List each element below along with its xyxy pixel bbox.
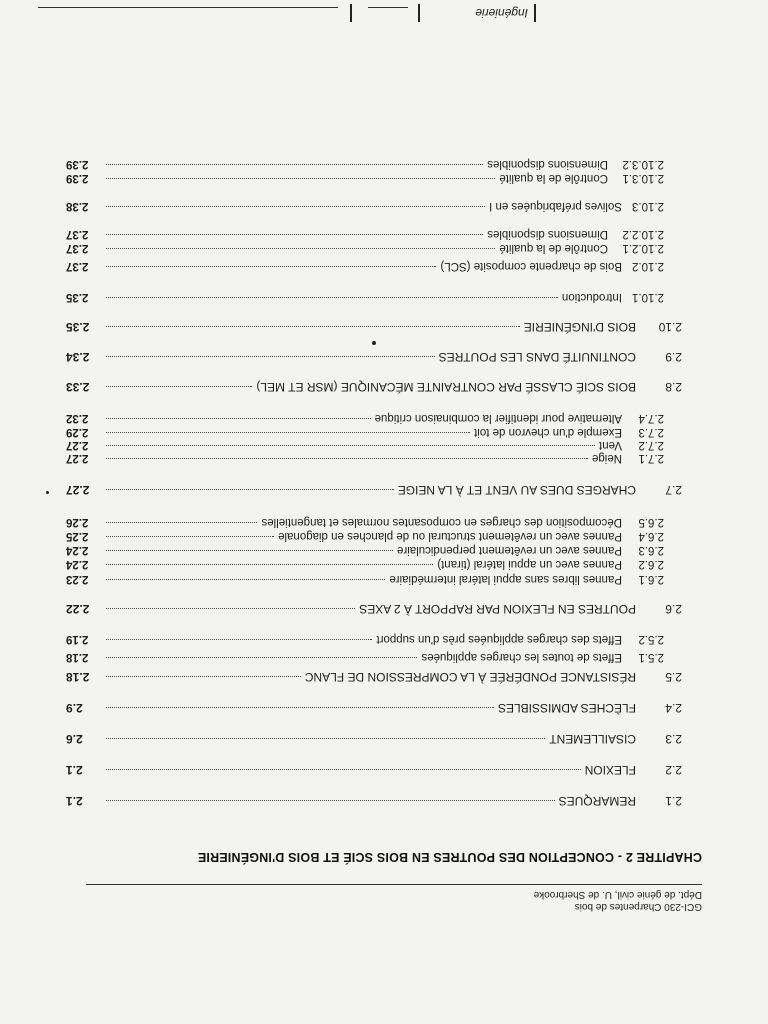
toc-page: 2.37 (66, 242, 89, 254)
toc-number: 2.7.1 (638, 452, 664, 464)
toc-page: 2.35 (66, 291, 89, 303)
toc-entry (66, 350, 682, 364)
toc-number: 2.6.2 (638, 558, 664, 570)
toc-number: 2.10.1 (632, 291, 664, 303)
scanned-footer (0, 2, 768, 24)
toc-title: Neige (591, 452, 622, 464)
toc-number: 2.10.2.1 (622, 242, 664, 254)
toc-number: 2.7.4 (638, 412, 664, 424)
dot-leader (106, 707, 494, 709)
toc-entry (66, 557, 664, 571)
toc-entry (66, 411, 664, 425)
toc-title: Pannes avec un revêtement structural ou de planches en diagonale (278, 530, 622, 542)
dot-leader (106, 522, 257, 524)
dot-leader (106, 248, 495, 250)
dot-leader (106, 206, 485, 208)
toc-entry (66, 157, 664, 171)
toc-number: 2.4 (665, 701, 682, 715)
toc-page: 2.34 (66, 350, 90, 364)
toc-entry (66, 515, 664, 529)
toc-title: Contrôle de la qualité (499, 172, 608, 184)
dot-leader (106, 608, 355, 610)
footer-divider (419, 4, 421, 22)
toc-entry (66, 701, 682, 715)
toc-number: 2.6.4 (638, 530, 664, 542)
toc-number: 2.10.3 (632, 200, 664, 212)
toc-number: 2.7.2 (638, 439, 664, 451)
footer-scribble (368, 7, 408, 18)
toc-page: 2.27 (66, 483, 90, 497)
toc-page: 2.33 (66, 380, 90, 394)
dot-leader (106, 800, 555, 802)
toc-entry (66, 290, 664, 304)
chapter-title: CHAPITRE 2 - CONCEPTION DES POUTRES EN BOIS SCIÉ ET BOIS D'INGÉNIERIE (197, 850, 702, 864)
toc-number: 2.5.2 (638, 633, 664, 645)
toc-page: 2.25 (66, 530, 89, 542)
toc-number: 2.10.2.2 (622, 228, 664, 240)
toc-title: Alternative pour identifier la combinaison critique (374, 412, 622, 424)
toc-entry (66, 171, 664, 185)
toc-number: 2.3 (665, 732, 682, 746)
dot-leader (106, 550, 393, 552)
footer-divider (351, 4, 353, 22)
toc-page: 2.39 (66, 158, 89, 170)
dot-leader (106, 234, 483, 236)
toc-entry (66, 438, 664, 452)
toc-number: 2.1 (665, 794, 682, 808)
toc-page: 2.38 (66, 200, 89, 212)
toc-page: 2.19 (66, 633, 89, 645)
toc-title: FLEXION (584, 763, 636, 777)
toc-title: Effets de toutes les charges appliquées (421, 651, 622, 663)
dot-leader (106, 676, 301, 678)
scan-speck (46, 491, 49, 494)
toc-title: FLÈCHES ADMISSIBLES (497, 701, 636, 715)
toc-number: 2.7.3 (638, 426, 664, 438)
toc-page: 2.22 (66, 602, 90, 616)
toc-title: REMARQUES (558, 794, 636, 808)
toc-number: 2.10.2 (632, 260, 664, 272)
toc-title: Exemple d'un chevron de toit (474, 426, 622, 438)
dot-leader (106, 639, 372, 641)
dot-leader (106, 326, 520, 328)
dot-leader (106, 458, 588, 460)
toc-entry (66, 632, 664, 646)
toc-number: 2.5 (665, 670, 682, 684)
toc-page: 2.35 (66, 320, 90, 334)
toc-title: BOIS D'INGÉNIERIE (523, 320, 636, 334)
toc-page: 2.24 (66, 544, 89, 556)
toc-page: 2.27 (66, 452, 89, 464)
toc-page: 2.1 (66, 794, 83, 808)
dot-leader (106, 356, 435, 358)
toc-page: 2.37 (66, 260, 89, 272)
dot-leader (106, 738, 545, 740)
dot-leader (106, 386, 252, 388)
toc-page: 2.32 (66, 412, 89, 424)
toc-number: 2.8 (665, 380, 682, 394)
toc-entry (66, 763, 682, 777)
course-header: GCI-230 Charpentes de bois (574, 901, 702, 912)
toc-entry (66, 543, 664, 557)
dot-leader (106, 432, 470, 434)
toc-entry (66, 732, 682, 746)
toc-number: 2.7 (665, 483, 682, 497)
footer-divider (535, 4, 537, 22)
department-header: Dépt. de génie civil, U. de Sherbrooke (533, 889, 702, 900)
toc-entry (66, 794, 682, 808)
toc-entry (66, 199, 664, 213)
dot-leader (106, 445, 595, 447)
toc-title: Contrôle de la qualité (499, 242, 608, 254)
dot-leader (106, 657, 417, 659)
toc-entry (66, 425, 664, 439)
toc-number: 2.6 (665, 602, 682, 616)
toc-number: 2.10.3.2 (622, 158, 664, 170)
dot-leader (106, 418, 371, 420)
toc-page: 2.26 (66, 516, 89, 528)
toc-title: CISAILLEMENT (549, 732, 636, 746)
scan-speck (372, 341, 376, 345)
toc-title: Pannes libres sans appui latéral intermédiaire (389, 573, 622, 585)
dot-leader (106, 489, 394, 491)
toc-title: Dimensions disponibles (487, 228, 608, 240)
toc-page: 2.9 (66, 701, 83, 715)
dot-leader (106, 164, 483, 166)
toc-page: 2.18 (66, 651, 89, 663)
dot-leader (106, 536, 274, 538)
toc-page: 2.1 (66, 763, 83, 777)
toc-page: 2.18 (66, 670, 90, 684)
toc-title: Dimensions disponibles (487, 158, 608, 170)
toc-title: CHARGES DUES AU VENT ET À LA NEIGE (397, 483, 636, 497)
toc-entry (66, 650, 664, 664)
footer-scribble (38, 7, 338, 18)
toc-title: RÉSISTANCE PONDÉRÉE À LA COMPRESSION DE FLANC (304, 670, 636, 684)
toc-title: Pannes avec un appui latéral (tirant) (437, 558, 622, 570)
toc-number: 2.10 (658, 320, 682, 334)
toc-page: 2.23 (66, 573, 89, 585)
toc-number: 2.2 (665, 763, 682, 777)
toc-page: 2.6 (66, 732, 83, 746)
footer-text: Ingénierie (475, 6, 528, 20)
toc-entry (66, 227, 664, 241)
toc-title: Bois de charpente composite (SCL) (440, 260, 622, 272)
toc-page: 2.24 (66, 558, 89, 570)
toc-title: Pannes avec un revêtement perpendiculaire (396, 544, 622, 556)
toc-number: 2.6.3 (638, 544, 664, 556)
toc-page: 2.27 (66, 439, 89, 451)
toc-entry (66, 602, 682, 616)
dot-leader (106, 769, 581, 771)
dot-leader (106, 297, 558, 299)
toc-number: 2.9 (665, 350, 682, 364)
toc-entry (66, 572, 664, 586)
toc-title: Introduction (561, 291, 622, 303)
toc-page: 2.37 (66, 228, 89, 240)
dot-leader (106, 178, 495, 180)
toc-entry (66, 483, 682, 497)
toc-title: Effets des charges appliquées près d'un support (376, 633, 622, 645)
header-rule (86, 884, 702, 885)
dot-leader (106, 564, 433, 566)
toc-entry (66, 241, 664, 255)
toc-number: 2.6.5 (638, 516, 664, 528)
toc-title: POUTRES EN FLEXION PAR RAPPORT À 2 AXES (359, 602, 636, 616)
toc-title: Vent (598, 439, 622, 451)
toc-number: 2.5.1 (638, 651, 664, 663)
dot-leader (106, 266, 436, 268)
toc-entry (66, 320, 682, 334)
toc-entry (66, 259, 664, 273)
toc-title: CONTINUITÉ DANS LES POUTRES (438, 350, 636, 364)
toc-page: 2.29 (66, 426, 89, 438)
toc-number: 2.10.3.1 (622, 172, 664, 184)
toc-title: BOIS SCIÉ CLASSÉ PAR CONTRAINTE MÉCANIQUE (MSR ET MEL) (256, 380, 636, 394)
toc-title: Solives préfabriquées en I (489, 200, 622, 212)
dot-leader (106, 579, 385, 581)
toc-entry (66, 451, 664, 465)
toc-entry (66, 380, 682, 394)
toc-page: 2.39 (66, 172, 89, 184)
toc-entry (66, 529, 664, 543)
toc-title: Décomposition des charges en composantes normales et tangentielles (261, 516, 622, 528)
toc-number: 2.6.1 (638, 573, 664, 585)
toc-entry (66, 670, 682, 684)
